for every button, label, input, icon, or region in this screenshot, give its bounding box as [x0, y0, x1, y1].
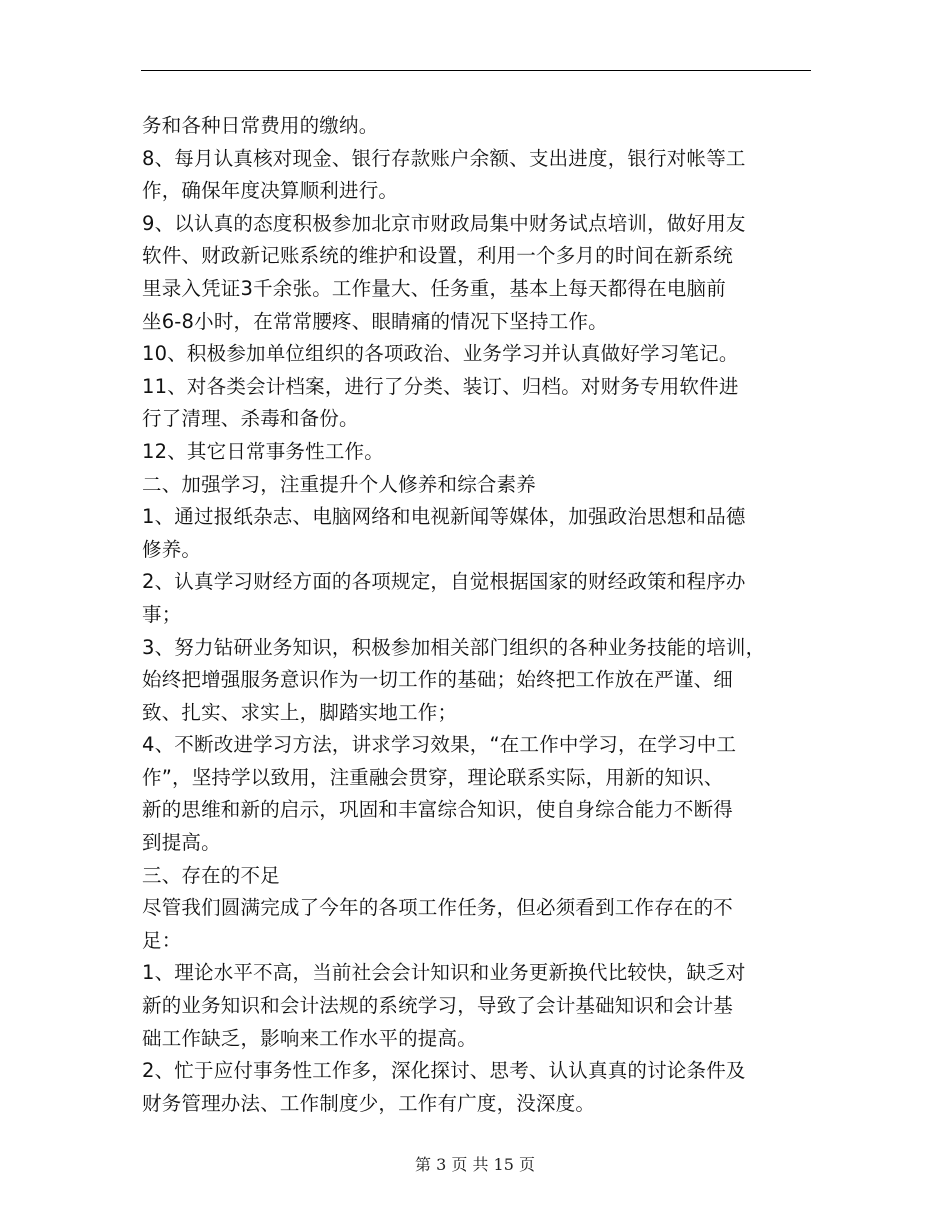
text-line: 事； — [142, 602, 182, 626]
section-heading: 二、加强学习，注重提升个人修养和综合素养 — [142, 472, 537, 496]
text-line: 修养。 — [142, 537, 202, 561]
text-line: 2、认真学习财经方面的各项规定，自觉根据国家的财经政策和程序办 — [142, 570, 746, 594]
text-line: 坐6-8小时，在常常腰疼、眼睛痛的情况下坚持工作。 — [142, 309, 608, 333]
text-line: 行了清理、杀毒和备份。 — [142, 407, 359, 431]
text-line: 1、理论水平不高，当前社会会计知识和业务更新换代比较快，缺乏对 — [142, 961, 746, 985]
text-line: 软件、财政新记账系统的维护和设置，利用一个多月的时间在新系统 — [142, 244, 734, 268]
text-line: 作，确保年度决算顺利进行。 — [142, 179, 399, 203]
text-line: 致、扎实、求实上，脚踏实地工作； — [142, 700, 458, 724]
text-line: 新的思维和新的启示，巩固和丰富综合知识，使自身综合能力不断得 — [142, 798, 734, 822]
text-line: 础工作缺乏，影响来工作水平的提高。 — [142, 1026, 477, 1050]
text-line: 到提高。 — [142, 831, 221, 855]
text-line: 务和各种日常费用的缴纳。 — [142, 114, 379, 137]
document-body — [142, 110, 814, 1120]
text-line: 2、忙于应付事务性工作多，深化探讨、思考、认认真真的讨论条件及 — [142, 1059, 746, 1083]
header-divider — [141, 70, 811, 71]
text-line: 9、以认真的态度积极参加北京市财政局集中财务试点培训，做好用友 — [142, 211, 746, 235]
text-line: 8、每月认真核对现金、银行存款账户余额、支出进度，银行对帐等工 — [142, 146, 746, 170]
text-line: 新的业务知识和会计法规的系统学习，导致了会计基础知识和会计基 — [142, 994, 734, 1018]
text-line: 11、对各类会计档案，进行了分类、装订、归档。对财务专用软件进 — [142, 374, 739, 398]
text-line: 尽管我们圆满完成了今年的各项工作任务，但必须看到工作存在的不 — [142, 896, 734, 920]
page-number-footer: 第 3 页 共 15 页 — [415, 1155, 535, 1174]
text-line: 10、积极参加单位组织的各项政治、业务学习并认真做好学习笔记。 — [142, 342, 739, 366]
text-line: 1、通过报纸杂志、电脑网络和电视新闻等媒体，加强政治思想和品德 — [142, 505, 746, 529]
text-line: 作”，坚持学以致用，注重融会贯穿，理论联系实际，用新的知识、 — [142, 765, 724, 789]
text-line: 始终把增强服务意识作为一切工作的基础；始终把工作放在严谨、细 — [142, 668, 734, 692]
section-heading: 三、存在的不足 — [142, 863, 280, 887]
text-line: 4、不断改进学习方法，讲求学习效果，“在工作中学习，在学习中工 — [142, 733, 737, 757]
text-line: 里录入凭证3千余张。工作量大、任务重，基本上每天都得在电脑前 — [142, 276, 726, 300]
text-line: 足： — [142, 928, 182, 952]
text-line: 3、努力钻研业务知识，积极参加相关部门组织的各种业务技能的培训， — [142, 635, 766, 659]
text-line: 12、其它日常事务性工作。 — [142, 439, 384, 463]
text-line: 财务管理办法、工作制度少，工作有广度，没深度。 — [142, 1091, 596, 1115]
